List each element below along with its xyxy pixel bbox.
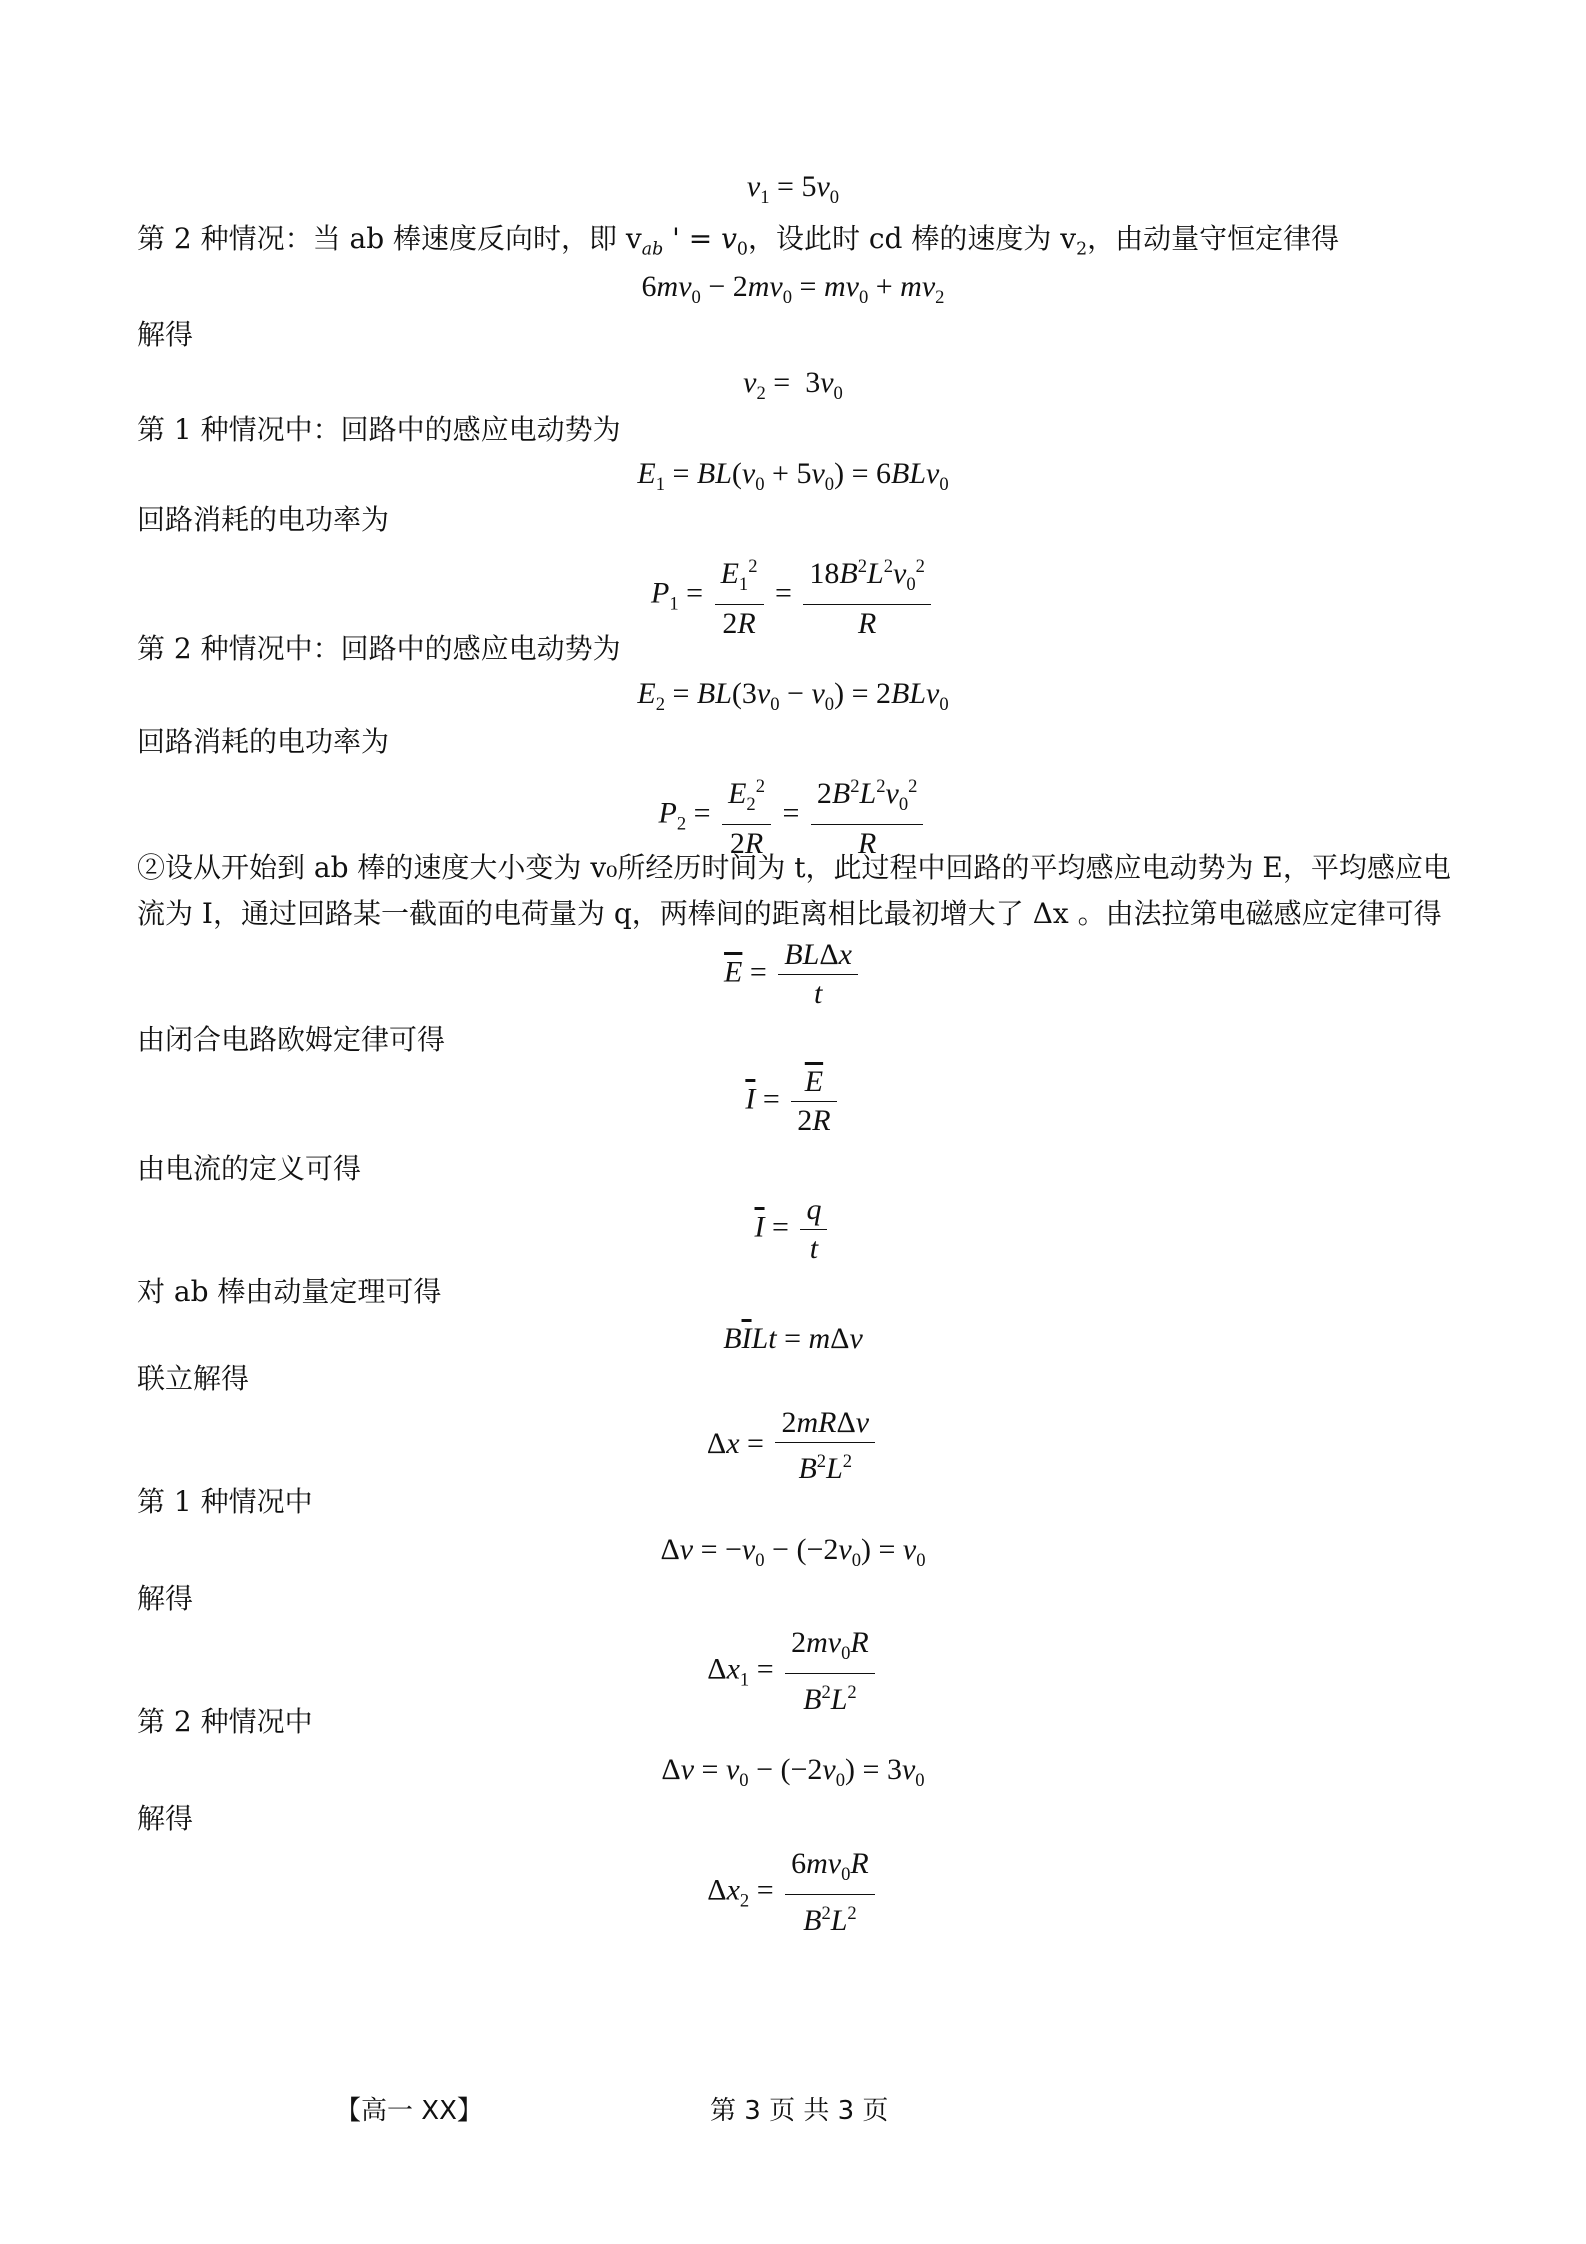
- footer-page-number: 第 3 页 共 3 页: [710, 2096, 889, 2126]
- text-combine: 联立解得: [137, 1362, 250, 1395]
- footer-grade: 【高一 XX】: [335, 2096, 483, 2126]
- equation-dx: Δx = $\frac{\text{2mRΔv}}{B^2L^2}$: [0, 1406, 1586, 1486]
- equation-dv1: $\Delta v = -v_0 - (-2v_0) = v_0$: [660, 1533, 926, 1571]
- text-case2-b: 第 2 种情况中: [137, 1705, 313, 1738]
- equation-v2: $v_2 = 3v_0$: [743, 366, 843, 404]
- text-impulse: 对 ab 棒由动量定理可得: [137, 1275, 442, 1308]
- equation-impulse: $B\overline{I}Lt = m\Delta v$: [723, 1322, 863, 1355]
- equation-p1: $P_1$ = $\frac{E_1^2}{2R}$ = $\frac{18B^2L^2v_0^2}{R}$: [0, 550, 1586, 641]
- text-current-def: 由电流的定义可得: [137, 1152, 362, 1185]
- text-case2: 第 2 种情况：当 ab 棒速度反向时，即 $v_{ab}$ ' = $v_0$，设此时 cd 棒的速度为 $v_2$，由动量守恒定律得: [137, 222, 1340, 260]
- equation-v1: $v_1 = 5v_0$: [746, 170, 840, 208]
- text-ohm: 由闭合电路欧姆定律可得: [137, 1023, 446, 1056]
- equation-current-def: $\overline{I}$ = $\frac{q}{t}$: [0, 1193, 1586, 1266]
- text-power-1: 回路消耗的电功率为: [137, 503, 390, 536]
- text-solve-2: 解得: [137, 1582, 194, 1615]
- text-solve-1: 解得: [137, 318, 194, 351]
- equation-dx1: $\Delta x_1$ = $\frac{2mv_0R}{B^2L^2}$: [0, 1626, 1586, 1717]
- equation-momentum: $6mv_0 - 2mv_0 = mv_0 + mv_2$: [641, 270, 945, 308]
- text-case1: 第 1 种情况中: [137, 1485, 313, 1518]
- equation-p2: $P_2$ = $\frac{E_2^2}{2R}$ = $\frac{2B^2L^2v_0^2}{R}$: [0, 770, 1586, 861]
- equation-avg-current: $\overline{I}$ = $\frac{\overline{E}}{2R}$: [0, 1065, 1586, 1138]
- text-part2-intro: ②设从开始到 ab 棒的速度大小变为 v₀所经历时间为 t，此过程中回路的平均感应电动势为 E，平均感应电流为 I，通过回路某一截面的电荷量为 q，两棒间的距离相比最初增大了 Δx 。由法拉第电磁感应定律可得: [137, 851, 1451, 930]
- equation-e1: $E_1 = BL(v_0 + 5v_0) = 6BLv_0$: [637, 457, 949, 495]
- equation-avg-emf: $\overline{E}$ = $\frac{\text{BLΔx}}{t}$: [0, 938, 1586, 1011]
- text-case2-emf: 第 2 种情况中：回路中的感应电动势为: [137, 632, 621, 665]
- equation-dx2: $\Delta x_2$ = $\frac{6mv_0R}{B^2L^2}$: [0, 1847, 1586, 1938]
- equation-dv2: $\Delta v = v_0 - (-2v_0) = 3v_0$: [661, 1753, 925, 1791]
- text-solve-3: 解得: [137, 1802, 194, 1835]
- text-case1-emf: 第 1 种情况中：回路中的感应电动势为: [137, 413, 621, 446]
- text-power-2: 回路消耗的电功率为: [137, 725, 390, 758]
- equation-e2: $E_2 = BL(3v_0 - v_0) = 2BLv_0$: [637, 677, 949, 715]
